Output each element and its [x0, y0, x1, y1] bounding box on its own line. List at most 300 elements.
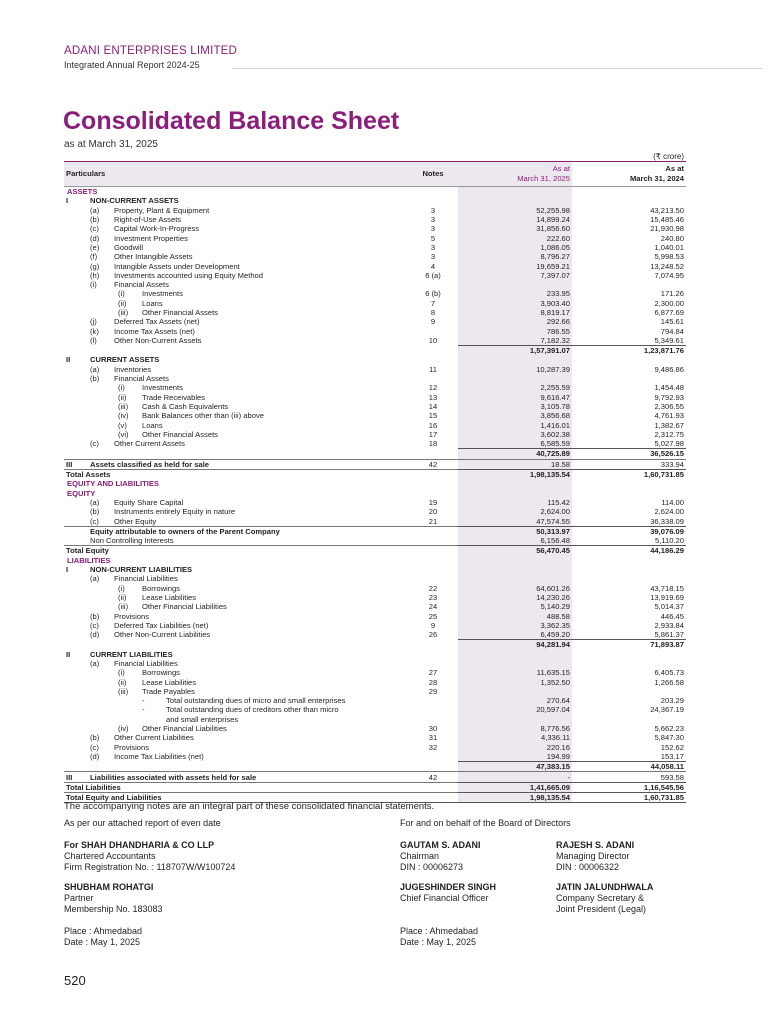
- row-value-current: 56,470.45: [458, 546, 572, 556]
- date: Date : May 1, 2025: [64, 937, 141, 947]
- row-particulars: [64, 420, 408, 429]
- row-particulars: [64, 650, 408, 659]
- row-notes: [408, 659, 458, 668]
- row-particulars: [64, 459, 408, 469]
- row-value-previous: 240.80: [660, 233, 684, 243]
- row-item-letter: (a): [90, 497, 100, 507]
- row-particulars: [64, 782, 408, 792]
- row-sub-numeral: (vi): [118, 429, 129, 439]
- row-notes: [408, 574, 458, 583]
- table-row: [64, 556, 686, 565]
- row-item-letter: (f): [90, 252, 98, 262]
- company-name: ADANI ENTERPRISES LIMITED: [64, 45, 238, 57]
- table-row: [64, 449, 686, 459]
- row-roman-numeral: II: [66, 355, 71, 365]
- row-sub-numeral: (iii): [118, 401, 129, 411]
- row-sub-numeral: (i): [118, 668, 125, 678]
- row-value-previous: 5,861.37: [654, 630, 684, 640]
- row-value-previous: 36,526.15: [572, 449, 686, 459]
- row-particulars: [64, 705, 408, 714]
- table-row: [64, 489, 686, 498]
- row-sub-numeral: (i): [118, 289, 125, 299]
- row-sub-numeral: (iii): [118, 308, 129, 317]
- row-value-current: [458, 479, 572, 488]
- row-value-current: 8,796.27: [458, 252, 572, 261]
- row-notes: [408, 762, 458, 772]
- row-particulars: [64, 556, 408, 565]
- row-label: and small enterprises: [166, 714, 239, 724]
- row-notes: 16: [428, 420, 438, 430]
- row-item-letter: (b): [90, 611, 100, 621]
- row-value-current: 786.55: [458, 326, 572, 335]
- row-particulars: [64, 762, 408, 772]
- row-label: Bank Balances other than (iii) above: [142, 411, 264, 421]
- row-label: NON-CURRENT LIABILITIES: [90, 565, 193, 575]
- row-notes: [408, 374, 458, 383]
- table-row: [64, 593, 686, 602]
- row-notes: [408, 565, 458, 574]
- row-notes: [408, 326, 458, 335]
- row-value-previous: 13,919.69: [650, 592, 684, 602]
- row-value-previous: 2,306.55: [654, 401, 684, 411]
- row-label: Total outstanding dues of micro and small enterprises: [166, 696, 346, 706]
- row-value-previous: 1,040.01: [654, 242, 684, 252]
- row-notes: [408, 752, 458, 762]
- row-item-letter: (b): [90, 733, 100, 743]
- row-label: Other Financial Assets: [142, 308, 218, 317]
- row-value-current: [458, 715, 572, 724]
- row-notes: 7: [430, 298, 436, 308]
- row-value-current: 6,585.59: [458, 439, 572, 449]
- row-value-previous: 153.17: [660, 751, 684, 761]
- row-item-letter: (k): [90, 326, 99, 336]
- row-sub-numeral: (iii): [118, 602, 129, 612]
- footnote: The accompanying notes are an integral part of these consolidated financial statements.: [64, 801, 435, 812]
- board-place-date: [400, 926, 478, 948]
- row-notes: [408, 526, 458, 536]
- row-particulars: [64, 489, 408, 498]
- table-row: [64, 271, 686, 280]
- table-row: [64, 705, 686, 714]
- row-value-previous: 36,338.09: [650, 516, 684, 526]
- table-row: [64, 430, 686, 439]
- row-notes: [408, 187, 458, 197]
- row-label: Income Tax Liabilities (net): [114, 752, 204, 762]
- row-particulars: [64, 743, 408, 752]
- row-value-previous: 2,300.00: [654, 298, 684, 308]
- row-particulars: [64, 439, 408, 449]
- table-row: [64, 355, 686, 364]
- row-item-letter: (a): [90, 658, 100, 668]
- row-notes: [408, 469, 458, 479]
- table-row: [64, 326, 686, 335]
- row-value-previous: 5,847.30: [654, 733, 684, 743]
- row-item-letter: (d): [90, 752, 100, 762]
- row-value-current: 20,597.04: [458, 705, 572, 714]
- col-current: [458, 162, 572, 187]
- row-sub-numeral: (iv): [118, 411, 129, 421]
- signatory-name: RAJESH S. ADANI: [556, 840, 635, 850]
- row-label: Other Non-Current Assets: [114, 336, 202, 346]
- row-item-letter: (c): [90, 620, 99, 630]
- row-label: Equity attributable to owners of the Parent Company: [90, 526, 280, 536]
- table-row: [64, 782, 686, 792]
- row-notes: 3: [430, 224, 436, 234]
- row-value-previous: 24,367.19: [650, 705, 684, 715]
- row-notes: [408, 782, 458, 792]
- col-current-line1: As at: [552, 164, 570, 173]
- row-notes: 23: [428, 592, 438, 602]
- row-notes: [408, 705, 458, 714]
- row-value-current: 3,362.35: [458, 621, 572, 630]
- row-particulars: [64, 402, 408, 411]
- row-value-current: [458, 489, 572, 498]
- table-row: [64, 224, 686, 233]
- row-value-current: [458, 355, 572, 364]
- row-particulars: [64, 449, 408, 459]
- row-particulars: [64, 611, 408, 620]
- row-label: Total Assets: [66, 470, 111, 480]
- row-value-current: 1,98,135.54: [458, 793, 572, 803]
- table-row: [64, 215, 686, 224]
- signatory-din: DIN : 00006322: [556, 862, 620, 872]
- row-value-current: 8,776.56: [458, 724, 572, 733]
- row-particulars: [64, 383, 408, 392]
- row-notes: 28: [428, 677, 438, 687]
- row-label: Capital Work-In-Progress: [114, 224, 200, 234]
- row-value-current: 220.16: [458, 743, 572, 752]
- row-label: Trade Receivables: [142, 392, 206, 402]
- row-sub-numeral: (i): [118, 583, 125, 593]
- table-header-row: [64, 162, 686, 187]
- row-value-previous: 21,930.98: [650, 224, 684, 234]
- header-rule: [232, 68, 762, 69]
- row-sub-numeral: (ii): [118, 298, 127, 308]
- row-label: Total Liabilities: [66, 782, 121, 792]
- row-value-previous: 203.29: [660, 696, 684, 706]
- row-value-previous: 2,624.00: [654, 507, 684, 517]
- row-label: Lease Liabilities: [142, 677, 197, 687]
- table-row: [64, 365, 686, 374]
- row-notes: 6 (a): [425, 270, 441, 280]
- row-value-current: 292.66: [458, 317, 572, 326]
- row-notes: 4: [430, 261, 436, 271]
- row-roman-numeral: III: [66, 772, 73, 782]
- place: Place : Ahmedabad: [400, 926, 479, 936]
- row-item-letter: (b): [90, 507, 100, 517]
- table-row: [64, 640, 686, 650]
- signatory-title-2: Joint President (Legal): [556, 904, 647, 914]
- row-label: Total outstanding dues of creditors other than micro: [166, 705, 339, 715]
- row-particulars: [64, 289, 408, 298]
- row-item-letter: (c): [90, 439, 99, 449]
- page-number: 520: [64, 973, 86, 988]
- row-particulars: [64, 252, 408, 261]
- row-notes: [408, 650, 458, 659]
- table-row: [64, 299, 686, 308]
- row-notes: 5: [430, 233, 436, 243]
- row-label: Cash & Cash Equivalents: [142, 401, 229, 411]
- row-value-previous: 145.61: [660, 317, 684, 327]
- row-label: Loans: [142, 298, 163, 308]
- row-value-current: 1,98,135.54: [458, 469, 572, 479]
- row-notes: [408, 346, 458, 356]
- row-value-current: 47,574.55: [458, 516, 572, 526]
- row-item-letter: (d): [90, 630, 100, 640]
- row-notes: 3: [430, 242, 436, 252]
- row-label: Lease Liabilities: [142, 592, 197, 602]
- row-value-current: 19,659.21: [458, 261, 572, 270]
- row-value-previous: 1,60,731.85: [572, 793, 686, 803]
- table-row: [64, 668, 686, 677]
- row-label: Equity Share Capital: [114, 497, 184, 507]
- row-label: Loans: [142, 420, 163, 430]
- row-value-current: 2,255.59: [458, 383, 572, 392]
- row-sub-numeral: (iv): [118, 724, 129, 734]
- row-notes: 21: [428, 516, 438, 526]
- row-particulars: [64, 565, 408, 574]
- row-sub-numeral: (ii): [118, 392, 127, 402]
- row-notes: 19: [428, 497, 438, 507]
- row-value-previous: [572, 715, 686, 724]
- row-value-current: 31,856.60: [458, 224, 572, 233]
- row-notes: 31: [428, 733, 438, 743]
- row-value-previous: [572, 574, 686, 583]
- row-notes: 9: [430, 317, 436, 327]
- row-label: Investment Properties: [114, 233, 188, 243]
- table-row: [64, 420, 686, 429]
- row-value-previous: 593.58: [572, 772, 686, 782]
- row-item-letter: (g): [90, 261, 100, 271]
- table-row: [64, 696, 686, 705]
- row-value-current: 94,281.94: [458, 640, 572, 650]
- row-value-previous: 5,662.23: [654, 724, 684, 734]
- row-sub-numeral: (i): [118, 383, 125, 393]
- row-label: Financial Liabilities: [114, 658, 178, 668]
- row-particulars: [64, 593, 408, 602]
- auditor-place-date: [64, 926, 142, 948]
- row-value-previous: 44,058.11: [572, 762, 686, 772]
- row-notes: [408, 449, 458, 459]
- row-item-letter: (d): [90, 233, 100, 243]
- row-dash: -: [142, 705, 145, 715]
- signatory-title: Chairman: [400, 851, 440, 861]
- row-value-previous: [572, 650, 686, 659]
- row-label: Other Financial Liabilities: [142, 602, 227, 612]
- signatory-title: Chief Financial Officer: [400, 893, 489, 903]
- table-row: [64, 459, 686, 469]
- report-name: Integrated Annual Report 2024-25: [64, 60, 200, 70]
- row-particulars: [64, 752, 408, 762]
- table-row: [64, 772, 686, 782]
- row-value-current: 50,313.97: [458, 526, 572, 536]
- row-value-previous: 5,027.98: [654, 439, 684, 449]
- row-label: Other Non-Current Liabilities: [114, 630, 211, 640]
- row-notes: [408, 479, 458, 488]
- table-row: [64, 526, 686, 536]
- row-label: Instruments entirely Equity in nature: [114, 507, 236, 517]
- row-particulars: [64, 640, 408, 650]
- row-value-current: [458, 574, 572, 583]
- table-row: [64, 659, 686, 668]
- row-particulars: [64, 526, 408, 536]
- row-notes: 42: [408, 459, 458, 469]
- row-particulars: [64, 196, 408, 205]
- table-row: [64, 507, 686, 516]
- row-particulars: [64, 469, 408, 479]
- row-particulars: [64, 299, 408, 308]
- row-value-previous: 5,014.37: [654, 602, 684, 612]
- row-value-current: 5,140.29: [458, 602, 572, 611]
- row-notes: 32: [428, 742, 438, 752]
- row-value-previous: [572, 659, 686, 668]
- row-value-previous: 13,248.52: [650, 261, 684, 271]
- row-value-current: [458, 187, 572, 197]
- page-title: Consolidated Balance Sheet: [63, 107, 400, 135]
- table-row: [64, 469, 686, 479]
- row-notes: [408, 715, 458, 724]
- row-value-current: [458, 565, 572, 574]
- row-value-current: [458, 556, 572, 565]
- row-sub-numeral: (ii): [118, 677, 127, 687]
- row-value-current: 3,856.68: [458, 411, 572, 420]
- table-row: [64, 733, 686, 742]
- row-item-letter: (a): [90, 364, 100, 374]
- table-row: [64, 261, 686, 270]
- row-item-letter: (a): [90, 574, 100, 584]
- row-value-current: 1,352.50: [458, 677, 572, 686]
- table-row: [64, 546, 686, 556]
- row-particulars: [64, 574, 408, 583]
- row-notes: 12: [428, 383, 438, 393]
- table-row: [64, 252, 686, 261]
- row-item-letter: (b): [90, 215, 100, 225]
- row-notes: [408, 556, 458, 565]
- table-row: [64, 383, 686, 392]
- col-particulars: Particulars: [64, 162, 408, 187]
- row-notes: [408, 280, 458, 289]
- table-row: [64, 650, 686, 659]
- row-value-previous: 9,792.93: [654, 392, 684, 402]
- row-notes: 6 (b): [425, 289, 441, 299]
- row-value-current: 4,336.11: [458, 733, 572, 742]
- date: Date : May 1, 2025: [400, 937, 477, 947]
- row-particulars: [64, 583, 408, 592]
- row-value-current: 488.58: [458, 611, 572, 620]
- col-current-line2: March 31, 2025: [517, 174, 570, 183]
- row-label: Provisions: [114, 611, 150, 621]
- table-row: [64, 743, 686, 752]
- row-value-previous: 6,877.69: [654, 308, 684, 317]
- row-particulars: [64, 243, 408, 252]
- row-label: Other Intangible Assets: [114, 252, 193, 262]
- signatory-name: JUGESHINDER SINGH: [400, 882, 497, 892]
- row-particulars: [64, 724, 408, 733]
- row-particulars: [64, 668, 408, 677]
- row-roman-numeral: II: [66, 649, 71, 659]
- row-particulars: [64, 374, 408, 383]
- row-value-current: [458, 374, 572, 383]
- row-particulars: [64, 280, 408, 289]
- row-value-current: 18.58: [458, 459, 572, 469]
- row-item-letter: (c): [90, 742, 99, 752]
- row-value-previous: 5,349.61: [654, 335, 684, 345]
- row-particulars: [64, 630, 408, 640]
- signatory-md: [556, 840, 634, 873]
- signatory-title: Managing Director: [556, 851, 630, 861]
- row-particulars: [64, 365, 408, 374]
- row-label: Investments: [142, 289, 183, 299]
- row-notes: 9: [430, 620, 436, 630]
- table-row: [64, 565, 686, 574]
- row-value-current: -: [458, 772, 572, 782]
- row-item-letter: (c): [90, 516, 99, 526]
- table-row: [64, 206, 686, 215]
- row-value-previous: [572, 556, 686, 565]
- row-particulars: [64, 261, 408, 270]
- table-row: [64, 196, 686, 205]
- table-row: [64, 602, 686, 611]
- row-label: Intangible Assets under Development: [114, 261, 240, 271]
- row-value-current: [458, 650, 572, 659]
- row-value-previous: 9,486.86: [654, 364, 684, 374]
- signatory-cfo: [400, 882, 496, 904]
- row-label: Other Financial Assets: [142, 429, 218, 439]
- table-row: [64, 516, 686, 526]
- row-value-previous: [572, 687, 686, 696]
- board-intro: For and on behalf of the Board of Directors: [400, 818, 571, 828]
- row-label: Assets classified as held for sale: [90, 459, 210, 469]
- row-notes: 13: [428, 392, 438, 402]
- row-notes: [408, 546, 458, 556]
- row-particulars: [64, 715, 408, 724]
- row-value-current: 52,255.98: [458, 206, 572, 215]
- row-value-current: 194.99: [458, 752, 572, 762]
- row-value-previous: 6,405.73: [654, 668, 684, 678]
- row-label: Goodwill: [114, 242, 144, 252]
- row-value-previous: 39,076.09: [572, 526, 686, 536]
- row-label: LIABILITIES: [67, 555, 111, 565]
- page-subtitle: as at March 31, 2025: [64, 139, 158, 150]
- table-row: [64, 752, 686, 762]
- row-notes: 25: [428, 611, 438, 621]
- row-particulars: [64, 696, 408, 705]
- row-notes: 15: [428, 411, 438, 421]
- row-value-current: 3,903.40: [458, 299, 572, 308]
- col-previous-line1: As at: [665, 164, 684, 173]
- row-notes: 30: [428, 724, 438, 734]
- row-particulars: [64, 346, 408, 356]
- row-particulars: [64, 546, 408, 556]
- row-particulars: [64, 430, 408, 439]
- row-label: CURRENT LIABILITIES: [90, 649, 173, 659]
- row-value-current: 1,086.05: [458, 243, 572, 252]
- place: Place : Ahmedabad: [64, 926, 143, 936]
- row-value-previous: 446.45: [660, 611, 684, 621]
- row-value-current: 222.60: [458, 233, 572, 242]
- table-row: [64, 583, 686, 592]
- row-particulars: [64, 187, 408, 197]
- row-notes: 3: [430, 252, 436, 262]
- row-value-previous: 5,110.20: [655, 536, 684, 546]
- auditor-intro: As per our attached report of even date: [64, 818, 221, 828]
- row-particulars: [64, 536, 408, 546]
- row-notes: [408, 640, 458, 650]
- row-value-previous: 5,998.53: [654, 252, 684, 262]
- col-previous-line2: March 31, 2024: [629, 174, 684, 183]
- table-row: [64, 536, 686, 546]
- partner-title: Partner: [64, 893, 94, 903]
